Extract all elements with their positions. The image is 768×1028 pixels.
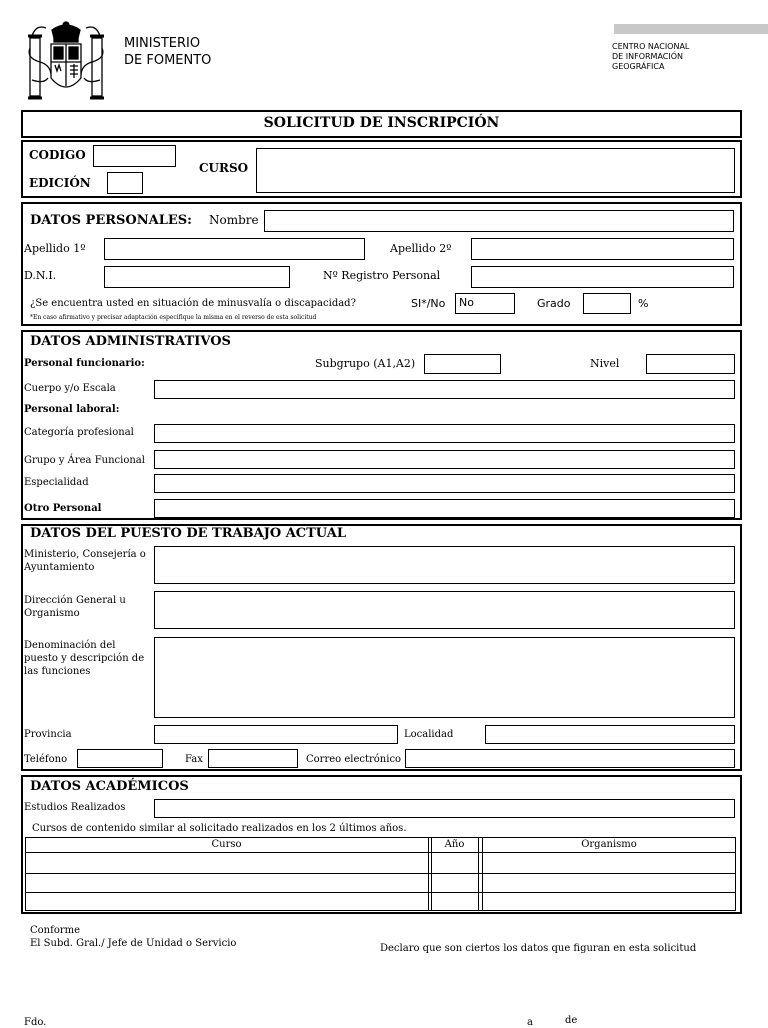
table-header-curso: Curso <box>211 839 242 850</box>
centre-name-line3: GEOGRÁFICA <box>612 62 665 71</box>
funcionario-label: Personal funcionario: <box>24 358 145 369</box>
denominacion-label-3: las funciones <box>24 666 91 677</box>
localidad-label: Localidad <box>404 729 454 740</box>
edicion-input[interactable] <box>107 172 143 194</box>
direccion-label-2: Organismo <box>24 608 80 619</box>
grado-label: Grado <box>537 297 571 310</box>
estudios-input[interactable] <box>154 799 735 818</box>
estudios-label: Estudios Realizados <box>24 802 126 813</box>
form-title: SOLICITUD DE INSCRIPCIÓN <box>263 115 500 131</box>
coat-of-arms-icon <box>26 20 106 106</box>
especialidad-label: Especialidad <box>24 477 89 488</box>
apellido2-label: Apellido 2º <box>390 242 452 255</box>
date-de-label: de <box>565 1015 578 1026</box>
job-section-title: DATOS DEL PUESTO DE TRABAJO ACTUAL <box>30 526 346 541</box>
declaro-text: Declaro que son ciertos los datos que figuran en esta solicitud <box>380 943 697 954</box>
curso-label: CURSO <box>199 161 249 175</box>
subgrupo-label: Subgrupo (A1,A2) <box>315 357 416 370</box>
registro-label: Nº Registro Personal <box>323 269 441 282</box>
dni-label: D.N.I. <box>24 269 57 282</box>
denominacion-label-1: Denominación del <box>24 640 116 651</box>
disability-footnote: *En caso afirmativo y precisar adaptación especifique la misma en el reverso de esta solicitud <box>30 314 317 321</box>
correo-input[interactable] <box>405 749 735 768</box>
cuerpo-label: Cuerpo y/o Escala <box>24 383 116 394</box>
ministerio-input[interactable] <box>154 546 735 584</box>
categoria-input[interactable] <box>154 424 735 443</box>
fdo-label: Fdo. <box>24 1017 47 1028</box>
laboral-label: Personal laboral: <box>24 404 120 415</box>
grado-input[interactable] <box>583 293 631 314</box>
personal-section-title: DATOS PERSONALES: <box>30 213 192 228</box>
percent-sign: % <box>638 297 649 310</box>
nivel-label: Nivel <box>590 357 620 370</box>
ministry-name-line2: DE FOMENTO <box>124 53 212 68</box>
apellido1-input[interactable] <box>104 238 365 260</box>
ministry-name-line1: MINISTERIO <box>124 36 201 51</box>
telefono-input[interactable] <box>77 749 163 768</box>
fax-input[interactable] <box>208 749 298 768</box>
si-no-label: SI*/No <box>411 297 446 310</box>
otro-personal-label: Otro Personal <box>24 503 102 514</box>
cursos-note: Cursos de contenido similar al solicitado realizados en los 2 últimos años. <box>32 823 407 834</box>
table-row[interactable] <box>26 893 735 910</box>
admin-section-title: DATOS ADMINISTRATIVOS <box>30 334 231 349</box>
disability-question: ¿Se encuentra usted en situación de minusvalía o discapacidad? <box>30 298 356 309</box>
denominacion-label-2: puesto y descripción de <box>24 653 145 664</box>
cuerpo-input[interactable] <box>154 380 735 399</box>
direccion-input[interactable] <box>154 591 735 629</box>
especialidad-input[interactable] <box>154 474 735 493</box>
registro-input[interactable] <box>471 266 734 288</box>
telefono-label: Teléfono <box>24 754 68 765</box>
table-header-organismo: Organismo <box>581 839 637 850</box>
table-row[interactable] <box>26 853 735 873</box>
apellido1-label: Apellido 1º <box>24 242 86 255</box>
edicion-label: EDICIÓN <box>29 176 91 190</box>
fax-label: Fax <box>185 754 203 765</box>
provincia-label: Provincia <box>24 729 72 740</box>
date-a-label: a <box>527 1017 533 1028</box>
table-header-ano: Año <box>444 839 465 850</box>
categoria-label: Categoría profesional <box>24 427 134 438</box>
si-no-input[interactable]: No <box>455 293 515 314</box>
conforme-label: Conforme <box>30 925 81 936</box>
jefe-label: El Subd. Gral./ Jefe de Unidad o Servicio <box>30 938 237 949</box>
codigo-label: CODIGO <box>29 148 86 162</box>
otro-personal-input[interactable] <box>154 499 735 518</box>
centre-name-line1: CENTRO NACIONAL <box>612 42 690 51</box>
centre-name-line2: DE INFORMACIÓN <box>612 52 684 61</box>
correo-label: Correo electrónico <box>306 754 402 765</box>
direccion-label-1: Dirección General u <box>24 595 126 606</box>
nivel-input[interactable] <box>646 354 735 374</box>
table-row[interactable] <box>26 874 735 892</box>
subgrupo-input[interactable] <box>424 354 501 374</box>
grupo-area-label: Grupo y Área Funcional <box>24 455 145 466</box>
curso-input[interactable] <box>256 148 735 193</box>
ministerio-label-1: Ministerio, Consejería o <box>24 549 146 560</box>
ministerio-label-2: Ayuntamiento <box>24 562 95 573</box>
nombre-input[interactable] <box>264 210 734 232</box>
academic-section-title: DATOS ACADÉMICOS <box>30 779 189 794</box>
grupo-area-input[interactable] <box>154 450 735 469</box>
localidad-input[interactable] <box>485 725 735 744</box>
apellido2-input[interactable] <box>471 238 734 260</box>
provincia-input[interactable] <box>154 725 398 744</box>
denominacion-input[interactable] <box>154 637 735 718</box>
header-grey-bar <box>614 24 768 34</box>
codigo-input[interactable] <box>93 145 176 167</box>
dni-input[interactable] <box>104 266 290 288</box>
nombre-label: Nombre <box>209 213 259 227</box>
